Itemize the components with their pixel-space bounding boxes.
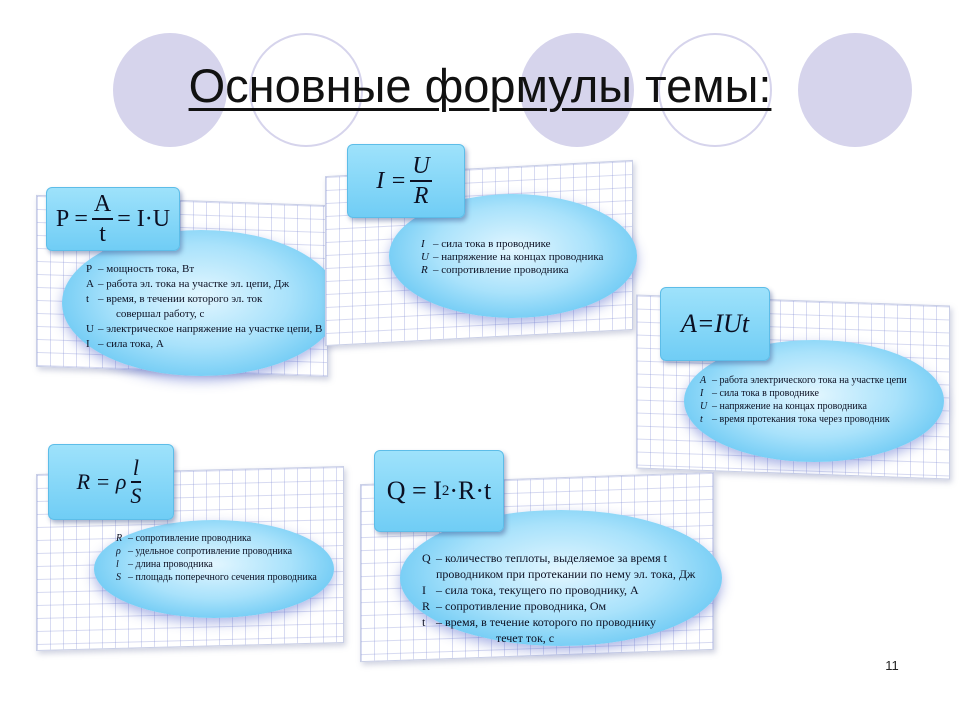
legend-line: U – электрическое напряжение на участке цепи, В xyxy=(86,323,323,335)
legend-line: совершал работу, с xyxy=(116,308,205,320)
card-heat xyxy=(360,478,712,654)
legend-line: Q – количество теплоты, выделяемое за время t xyxy=(422,551,667,565)
legend-lines xyxy=(116,532,317,584)
formula-box: A=IUt xyxy=(660,287,770,361)
legend-lines xyxy=(422,550,695,646)
legend-line: R – сопротивление проводника xyxy=(116,533,252,544)
legend-lines xyxy=(86,262,322,352)
legend-line: U – напряжение на концах проводника xyxy=(700,401,867,412)
legend-line: P – мощность тока, Вт xyxy=(86,263,195,275)
legend-line: ρ – удельное сопротивление проводника xyxy=(116,546,293,557)
fraction: $\frac{A}{t}$ xyxy=(93,191,112,247)
formula-box: Q = I 2 ·R·t xyxy=(374,450,504,532)
legend-line: U – напряжение на концах проводника xyxy=(421,251,604,263)
legend-line: A – работа эл. тока на участке эл. цепи, Дж xyxy=(86,278,290,290)
legend-line: t – время протекания тока через проводник xyxy=(700,414,890,425)
page-number: 11 xyxy=(885,658,899,673)
legend-line: t – время, в течении которого эл. ток xyxy=(86,293,263,305)
card-work xyxy=(636,300,948,472)
fraction: $\frac{l}{S}$ xyxy=(130,455,142,508)
legend-line: I – сила тока в проводнике xyxy=(421,238,551,250)
legend-line: I – сила тока, А xyxy=(86,338,164,350)
legend-line: t – время, в течение которого по проводнику xyxy=(422,615,657,629)
legend-line: проводником при протекании по нему эл. тока, Дж xyxy=(436,567,696,581)
legend-lines xyxy=(700,374,907,426)
fraction: $\frac{U}{R}$ xyxy=(412,153,430,209)
card-resistance xyxy=(36,455,342,645)
legend-line: I – сила тока в проводнике xyxy=(700,388,819,399)
legend-line: S – площадь поперечного сечения проводника xyxy=(116,572,317,583)
legend-line: l – длина проводника xyxy=(116,559,213,570)
formula-box: P = $\frac{A}{t}$ = I·U xyxy=(46,187,180,251)
formula-box: I = $\frac{U}{R}$ xyxy=(347,144,465,218)
legend-lines xyxy=(421,238,603,277)
legend-line: R – сопротивление проводника xyxy=(421,264,569,276)
legend-line: R – сопротивление проводника, Ом xyxy=(422,599,607,613)
legend-line: I – сила тока, текущего по проводнику, А xyxy=(422,583,639,597)
card-ohm xyxy=(325,153,631,336)
slide-title: Основные формулы темы: xyxy=(188,59,772,112)
legend-line: A – работа электрического тока на участке цепи xyxy=(700,375,907,386)
formula-box: R = ρ $\frac{l}{S}$ xyxy=(48,444,174,520)
legend-line: течет ток, с xyxy=(496,631,555,645)
card-power xyxy=(36,191,326,370)
